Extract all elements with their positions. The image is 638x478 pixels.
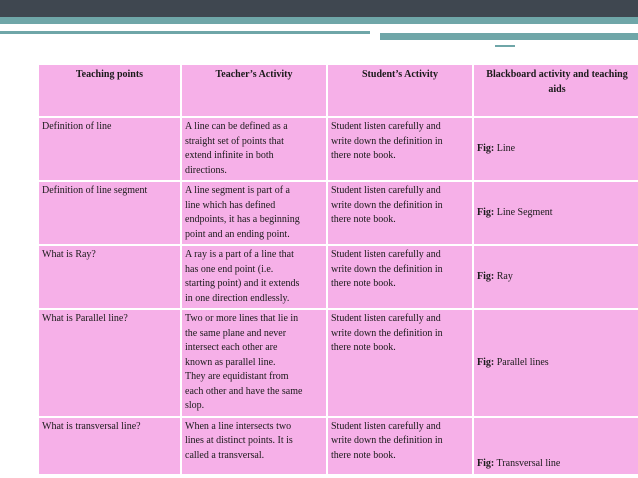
teacher-activity-cell — [181, 245, 327, 309]
student-activity-line: there note book. — [331, 449, 396, 461]
student-activity-line: Student listen carefully and — [331, 313, 441, 324]
teacher-activity-cell — [181, 117, 327, 181]
teacher-activity-line: endpoints, it has a beginning — [185, 214, 300, 225]
teacher-activity-line: A ray is a part of a line that — [185, 249, 294, 260]
student-activity-line: there note book. — [331, 150, 396, 161]
teacher-activity-line: intersect each other are — [185, 342, 278, 353]
student-activity-line: write down the definition in — [331, 199, 443, 211]
teacher-activity-line: slop. — [185, 400, 205, 411]
figure-title: Ray — [494, 270, 513, 282]
teacher-activity-line: point and an ending point. — [185, 228, 290, 240]
student-activity-line: write down the definition in — [331, 135, 443, 147]
figure-title: Parallel lines — [494, 356, 549, 368]
student-activity-line: write down the definition in — [331, 435, 443, 446]
teaching-point-cell: What is Parallel line? — [38, 309, 181, 417]
teaching-point-cell: What is transversal line? — [38, 417, 181, 475]
student-activity-line: write down the definition in — [331, 327, 443, 339]
teacher-activity-cell — [181, 309, 327, 417]
student-activity-line: Student listen carefully and — [331, 185, 441, 196]
lesson-plan-table — [37, 63, 638, 476]
table-row — [38, 417, 638, 475]
student-activity-line: Student listen carefully and — [331, 420, 441, 432]
figure-title: Transversal line — [494, 458, 561, 469]
teacher-activity-line: line which has defined — [185, 199, 276, 211]
top-accent-bar — [0, 17, 638, 24]
figure-label: Fig: — [477, 206, 495, 218]
table-header-row — [38, 64, 638, 117]
teacher-activity-line: They are equidistant from — [185, 371, 289, 382]
table-row — [38, 181, 638, 245]
blackboard-figure-cell — [473, 417, 638, 475]
table-row — [38, 117, 638, 181]
teaching-point-cell: What is Ray? — [38, 245, 181, 309]
student-activity-line: write down the definition in — [331, 263, 443, 275]
student-activity-cell — [327, 245, 473, 309]
teaching-point-cell: Definition of line — [38, 117, 181, 181]
student-activity-cell — [327, 181, 473, 245]
header-teacher-activity: Teacher’s Activity — [181, 64, 327, 117]
blackboard-figure-cell — [473, 181, 638, 245]
figure-label: Fig: — [477, 270, 495, 282]
teacher-activity-line: each other and have the same — [185, 385, 303, 397]
student-activity-line: there note book. — [331, 342, 396, 353]
decor-line — [0, 31, 370, 34]
table-row — [38, 245, 638, 309]
figure-title: Line — [494, 142, 516, 154]
teacher-activity-line: in one direction endlessly. — [185, 292, 290, 304]
teacher-activity-line: has one end point (i.e. — [185, 263, 274, 275]
header-teaching-points: Teaching points — [38, 64, 181, 117]
teacher-activity-line: straight set of points that — [185, 135, 284, 147]
figure-label: Fig: — [477, 458, 495, 469]
teacher-activity-line: directions. — [185, 164, 227, 176]
top-dark-bar — [0, 0, 638, 17]
teacher-activity-line: called a transversal. — [185, 449, 265, 461]
header-blackboard-activity: Blackboard activity and teaching aids — [473, 64, 638, 117]
decor-block — [380, 33, 638, 40]
header-student-activity: Student’s Activity — [327, 64, 473, 117]
teacher-activity-line: Two or more lines that lie in — [185, 313, 299, 324]
teaching-point-cell: Definition of line segment — [38, 181, 181, 245]
teacher-activity-line: known as parallel line. — [185, 356, 276, 368]
teacher-activity-cell — [181, 417, 327, 475]
teacher-activity-line: starting point) and it extends — [185, 278, 300, 289]
student-activity-cell — [327, 117, 473, 181]
student-activity-line: there note book. — [331, 214, 396, 225]
teacher-activity-line: When a line intersects two — [185, 420, 292, 432]
figure-label: Fig: — [477, 356, 495, 368]
student-activity-line: Student listen carefully and — [331, 121, 441, 132]
blackboard-figure-cell — [473, 245, 638, 309]
blackboard-figure-cell — [473, 117, 638, 181]
teacher-activity-line: A line can be defined as a — [185, 121, 288, 132]
student-activity-line: Student listen carefully and — [331, 249, 441, 260]
teacher-activity-line: A line segment is part of a — [185, 185, 290, 196]
student-activity-cell — [327, 309, 473, 417]
teacher-activity-line: the same plane and never — [185, 327, 287, 339]
teacher-activity-cell — [181, 181, 327, 245]
figure-title: Line Segment — [494, 206, 553, 218]
figure-label: Fig: — [477, 142, 495, 154]
decor-dash — [495, 45, 515, 47]
teacher-activity-line: extend infinite in both — [185, 150, 274, 161]
blackboard-figure-cell — [473, 309, 638, 417]
table-row — [38, 309, 638, 417]
student-activity-line: there note book. — [331, 278, 396, 289]
student-activity-cell — [327, 417, 473, 475]
teacher-activity-line: lines at distinct points. It is — [185, 435, 293, 446]
